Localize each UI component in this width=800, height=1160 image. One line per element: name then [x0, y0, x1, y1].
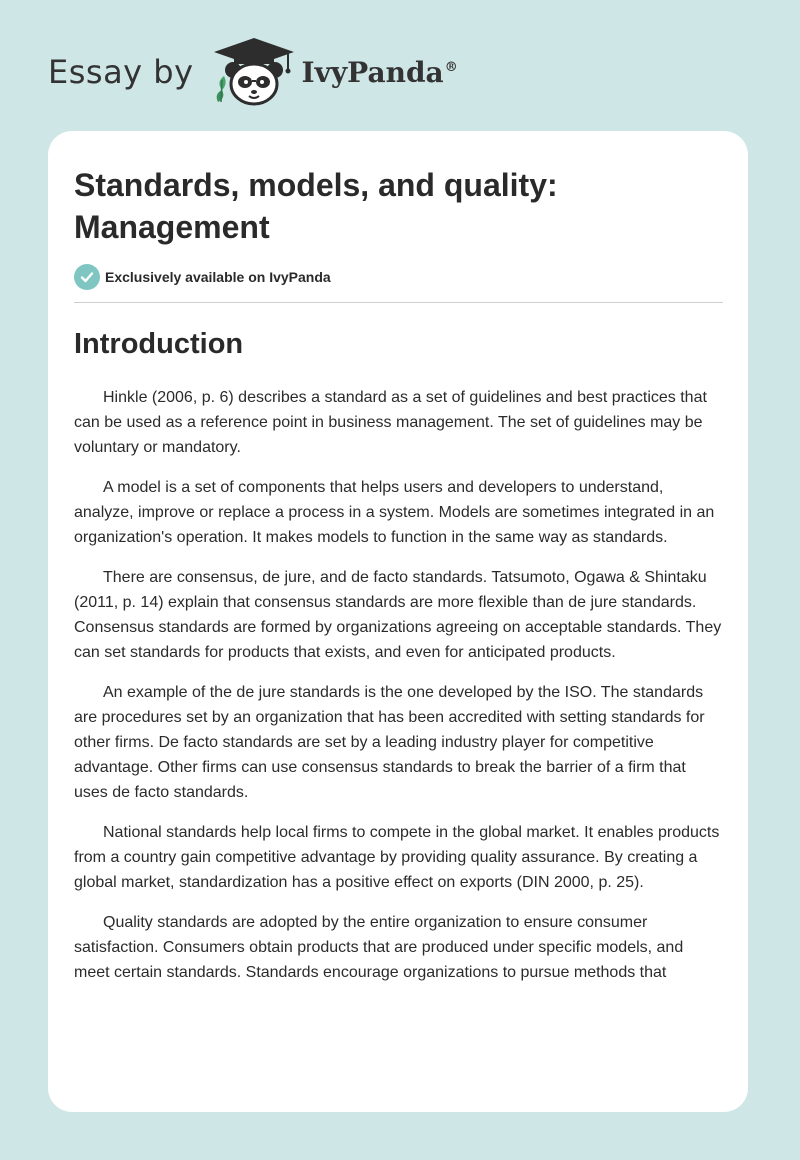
brand-name-text: IvyPanda: [301, 55, 444, 89]
site-header: [48, 36, 458, 108]
essay-body: [74, 385, 723, 1000]
paragraph: An example of the de jure standards is the one developed by the ISO. The standards are procedures set by an organization that has been accredited with setting standards for other firms. De facto standards are set by a leading industry player for competitive advantage. Other firms can use consensus standards to break the barrier of a firm that uses de facto standards.: [74, 684, 705, 801]
essay-title-line2: Management: [74, 209, 270, 245]
essay-card: [48, 131, 748, 1112]
essay-title: [74, 164, 723, 248]
paragraph: Quality standards are adopted by the entire organization to ensure consumer satisfaction. Consumers obtain products that are produced under specific models, and meet certain standards. Standards encourage organizations to pursue methods that: [74, 914, 684, 981]
section-heading: Introduction: [74, 328, 244, 360]
essay-title-line1: Standards, models, and quality:: [74, 167, 558, 203]
panda-graduate-logo-icon[interactable]: [208, 36, 300, 108]
brand-name[interactable]: [302, 56, 458, 89]
paragraph: National standards help local firms to compete in the global market. It enables products from a country gain competitive advantage by providing quality assurance. By creating a global market, standardization has a positive effect on exports (DIN 2000, p. 25).: [74, 824, 720, 891]
paragraph: There are consensus, de jure, and de facto standards. Tatsumoto, Ogawa & Shintaku (2011, p. 14) explain that consensus standards are more flexible than de jure standards. Consensus standards are formed by organizations agreeing on acceptable standards. They can set standards for products that exists, and even for anticipated products.: [74, 569, 722, 661]
paragraph: A model is a set of components that helps users and developers to understand, analyze, improve or replace a process in a system. Models are sometimes integrated in an organization's operation. It makes models to function in the same way as standards.: [74, 479, 715, 546]
title-divider: [74, 302, 723, 303]
paragraph: Hinkle (2006, p. 6) describes a standard as a set of guidelines and best practices that can be used as a reference point in business management. The set of guidelines may be voluntary or mandatory.: [74, 389, 707, 456]
essay-by-label: Essay by: [48, 53, 194, 91]
exclusive-badge: [74, 264, 331, 290]
exclusive-label: Exclusively available on IvyPanda: [105, 269, 331, 285]
registered-mark: ®: [444, 60, 458, 76]
check-circle-icon: [74, 264, 100, 290]
